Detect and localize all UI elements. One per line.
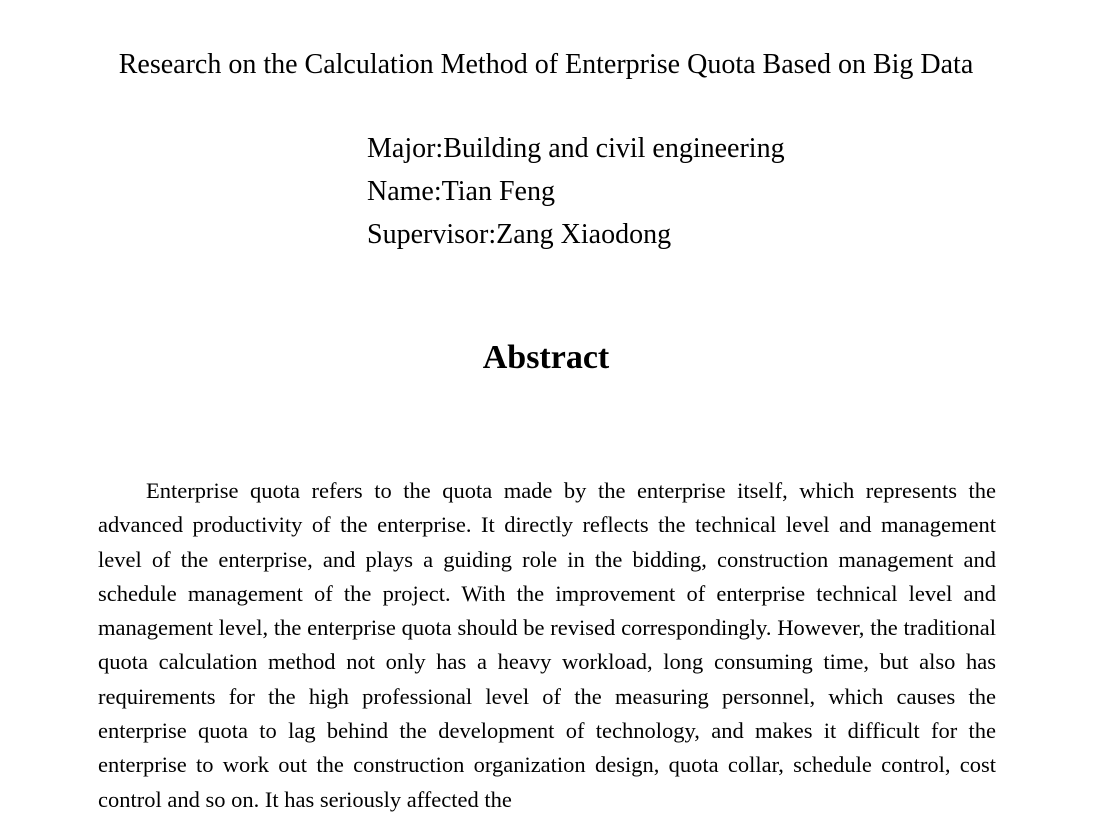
major-line: Major:Building and civil engineering: [367, 133, 785, 164]
abstract-paragraph: Enterprise quota refers to the quota made by the enterprise itself, which represents the advanced productivity of the enterprise. It directly reflects the technical level and management level of the enterprise, and plays a guiding role in the bidding, construction management and schedule management of the project. With the improvement of enterprise technical level and management level, the enterprise quota should be revised correspondingly. However, the traditional quota calculation method not only has a heavy workload, long consuming time, but also has requirements for the high professional level of the measuring personnel, which causes the enterprise quota to lag behind the development of technology, and makes it difficult for the enterprise to work out the construction organization design, quota collar, schedule control, cost control and so on. It has seriously affected the: [98, 478, 996, 812]
author-info: [367, 127, 785, 256]
author-name-line: Name:Tian Feng: [367, 176, 555, 207]
document-title: Research on the Calculation Method of Enterprise Quota Based on Big Data: [118, 49, 974, 80]
abstract-heading: Abstract: [482, 339, 610, 376]
supervisor-line: Supervisor:Zang Xiaodong: [367, 219, 672, 250]
